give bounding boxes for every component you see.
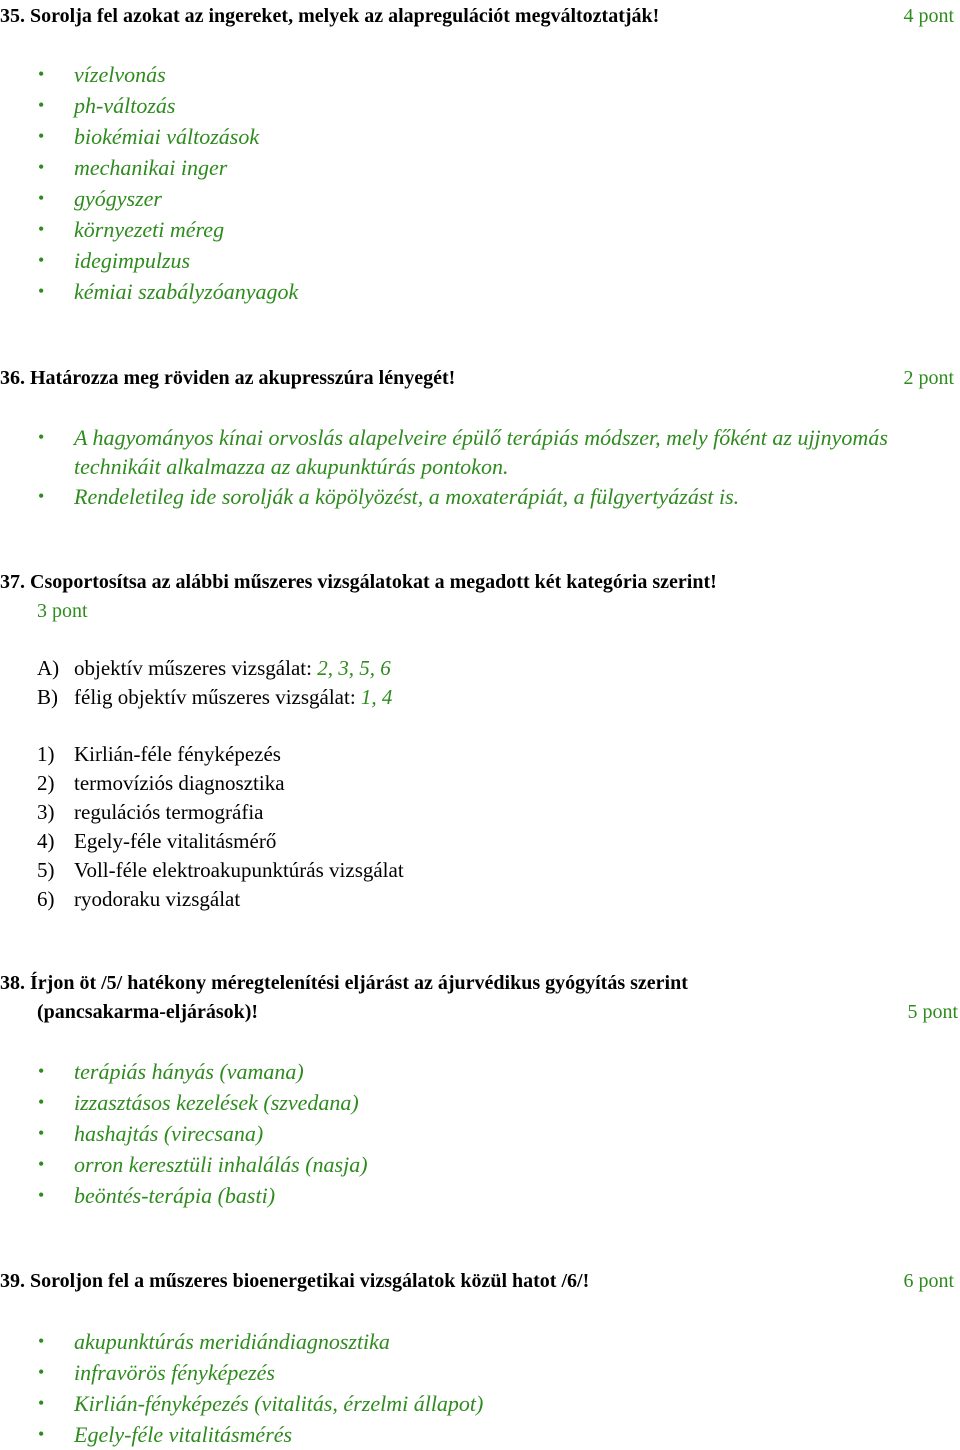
q36-points: 2 pont (903, 367, 954, 389)
q38-title-line2: (pancsakarma-eljárások)! (37, 1001, 259, 1023)
list-item: 2) termovíziós diagnosztika (37, 771, 285, 795)
q37-points: 3 pont (37, 600, 88, 622)
bullet-icon: • (38, 1362, 45, 1382)
bullet-icon: • (38, 486, 45, 506)
item-list (37, 740, 404, 914)
list-item: • mechanikai inger (0, 152, 900, 183)
q38-points: 5 pont (907, 1001, 958, 1023)
bullet-icon: • (38, 1092, 45, 1112)
list-item: • akupunktúrás meridiándiagnosztika (0, 1326, 900, 1357)
bullet-icon: • (38, 1185, 45, 1205)
bullet-icon: • (38, 281, 45, 301)
list-item: 4) Egely-féle vitalitásmérő (37, 829, 277, 853)
bullet-icon: • (38, 157, 45, 177)
bullet-icon: • (38, 1424, 45, 1444)
list-item: • vízelvonás (0, 59, 900, 90)
q35-points: 4 pont (903, 5, 954, 27)
list-item: • beöntés-terápia (basti) (0, 1180, 900, 1211)
list-item: 3) regulációs termográfia (37, 800, 264, 824)
list-item: • orron keresztüli inhalálás (nasja) (0, 1149, 900, 1180)
bullet-icon: • (38, 219, 45, 239)
list-item: • hashajtás (virecsana) (0, 1118, 900, 1149)
bullet-icon: • (38, 1154, 45, 1174)
list-item: • Egely-féle vitalitásmérés (0, 1419, 900, 1450)
bullet-icon: • (38, 1061, 45, 1081)
list-item: 1) Kirlián-féle fényképezés (37, 742, 281, 766)
q35-title: 35. Sorolja fel azokat az ingereket, melyek az alapregulációt megváltoztatják! (0, 5, 660, 27)
list-item: • terápiás hányás (vamana) (0, 1056, 900, 1087)
list-item: • gyógyszer (0, 183, 900, 214)
q37-title: 37. Csoportosítsa az alábbi műszeres vizsgálatokat a megadott két kategória szerint! (0, 571, 717, 593)
list-item: • izzasztásos kezelések (szvedana) (0, 1087, 900, 1118)
answer-list (0, 59, 900, 307)
bullet-icon: • (38, 1393, 45, 1413)
category-row: A) objektív műszeres vizsgálat: 2, 3, 5, 6 (37, 656, 391, 680)
bullet-icon: • (38, 126, 45, 146)
answer-list (0, 1056, 900, 1211)
list-item: • Rendeletileg ide sorolják a köpölyözést, a moxaterápiát, a fülgyertyázást is. (38, 484, 740, 509)
list-item: • kémiai szabályzóanyagok (0, 276, 900, 307)
list-item: • Kirlián-fényképezés (vitalitás, érzelmi állapot) (0, 1388, 900, 1419)
list-item: • A hagyományos kínai orvoslás alapelveire épülő terápiás módszer, mely főként az ujjnyomás technikáit alkalmazza az akupunktúrás pontokon. (38, 425, 888, 479)
bullet-icon: • (38, 250, 45, 270)
answer-list (0, 423, 890, 512)
category-row: B) félig objektív műszeres vizsgálat: 1, 4 (37, 685, 393, 709)
q39-points: 6 pont (903, 1270, 954, 1292)
list-item: 6) ryodoraku vizsgálat (37, 887, 241, 911)
list-item: • környezeti méreg (0, 214, 900, 245)
bullet-icon: • (38, 188, 45, 208)
list-item: 5) Voll-féle elektroakupunktúrás vizsgálat (37, 858, 404, 882)
q39-title: 39. Soroljon fel a műszeres bioenergetikai vizsgálatok közül hatot /6/! (0, 1270, 590, 1292)
q38-title-line1: 38. Írjon öt /5/ hatékony méregtelenítési eljárást az ájurvédikus gyógyítás szerint (0, 972, 688, 994)
list-item: • idegimpulzus (0, 245, 900, 276)
category-list (37, 654, 392, 712)
list-item: • biokémiai változások (0, 121, 900, 152)
answer-list (0, 1326, 900, 1450)
q36-title: 36. Határozza meg röviden az akupresszúra lényegét! (0, 367, 456, 389)
bullet-icon: • (38, 1331, 45, 1351)
list-item: • ph-változás (0, 90, 900, 121)
list-item: • infravörös fényképezés (0, 1357, 900, 1388)
bullet-icon: • (38, 64, 45, 84)
bullet-icon: • (38, 1123, 45, 1143)
bullet-icon: • (38, 95, 45, 115)
bullet-icon: • (38, 427, 45, 447)
